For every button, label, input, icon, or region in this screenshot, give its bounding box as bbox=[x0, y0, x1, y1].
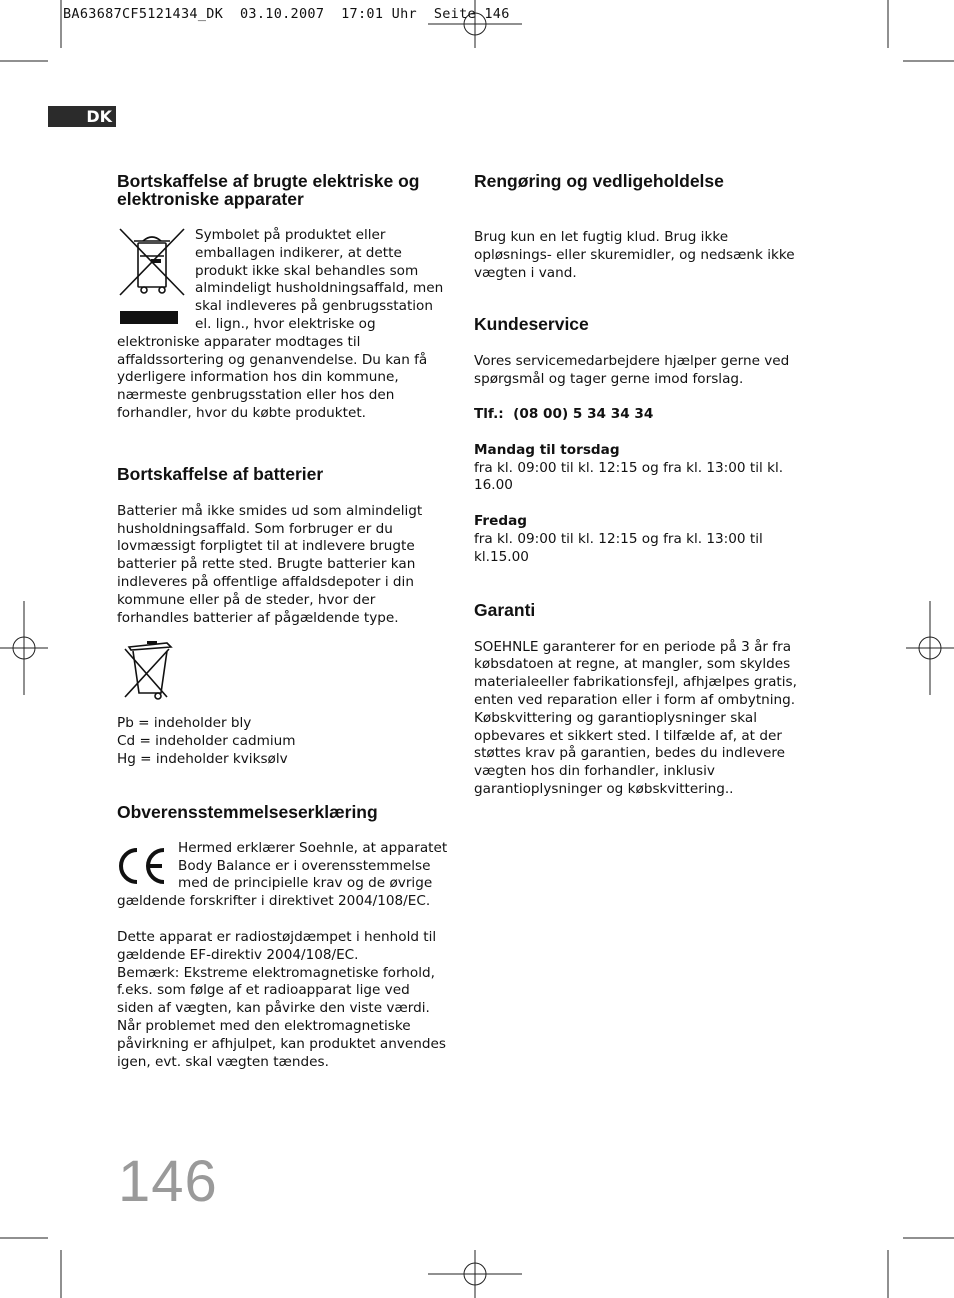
weee-section bbox=[117, 172, 449, 423]
weekdays-hours: fra kl. 09:00 til kl. 12:15 og fra kl. 13:00 til kl. 16.00 bbox=[474, 459, 784, 494]
legend-item: Hg = indeholder kviksølv bbox=[117, 750, 288, 767]
batteries-text: Batterier må ikke smides ud som almindeligt husholdningsaffald. Som forbruger er du lovmæssigt forpligtet til at indlevere brugte batterier på rette sted. Brugte batterier kan indleveres på offentlige affaldsdepoter i din kommune eller på de steder, hvor der forhandles batterier af pågældende type. bbox=[117, 502, 423, 626]
language-tab: DK bbox=[48, 106, 116, 127]
friday-hours: fra kl. 09:00 til kl. 12:15 og fra kl. 13:00 til kl.15.00 bbox=[474, 530, 763, 565]
conformity-heading: Obverensstemmelseserklæring bbox=[117, 801, 378, 822]
conformity-section bbox=[117, 803, 449, 1072]
emc-note-text: Bemærk: Ekstreme elektromagnetiske forhold, f.eks. som følge af et radioapparat lige ved siden af vægten, kan påvirke den viste værdi. Når problemet med den elektromagnetiske påvirkning er afhjulpet, kan produktet anvendes igen, evt. skal vægten tændes. bbox=[117, 964, 446, 1070]
weekdays-label: Mandag til torsdag bbox=[474, 441, 620, 458]
friday-label: Fredag bbox=[474, 513, 527, 530]
conformity-text: Hermed erklærer Soehnle, at apparatet Body Balance er i overensstemmelse med de principielle krav og de øvrige gældende forskrifter i direktivet 2004/108/EC. bbox=[117, 839, 448, 910]
warranty-text: SOEHNLE garanterer for en periode på 3 år fra købsdatoen at regne, at mangler, som skyldes materialeeller fabrikationsfejl, afhjælpes gratis, enten ved reparation eller i form af ombytning. Købskvittering og garantioplysninger skal opbevares et sikkert sted. I tilfælde af, at der støttes krav på garantien, bedes du indlevere vægten hos din forhandler, inklusiv garantioplysninger og købskvittering.. bbox=[474, 638, 797, 797]
left-column bbox=[117, 172, 449, 1071]
legend-item: Cd = indeholder cadmium bbox=[117, 733, 296, 750]
weee-heading: Bortskaffelse af brugte elektriske og elektroniske apparater bbox=[117, 171, 420, 209]
cleaning-text: Brug kun en let fugtig klud. Brug ikke opløsnings- eller skuremidler, og nedsænk ikke vægten i vand. bbox=[474, 229, 795, 281]
warranty-section bbox=[474, 601, 806, 799]
print-slug: BA63687CF5121434_DK 03.10.2007 17:01 Uhr Seite 146 bbox=[63, 6, 510, 22]
battery-bin-icon bbox=[117, 637, 449, 705]
ce-mark-icon bbox=[117, 840, 178, 892]
right-column bbox=[474, 172, 806, 799]
crossed-out-wheelie-bin-icon bbox=[117, 227, 193, 327]
warranty-heading: Garanti bbox=[474, 599, 536, 620]
service-text: Vores servicemedarbejdere hjælper gerne ved spørgsmål og tager gerne imod forslag. bbox=[474, 353, 790, 388]
page-number: 146 bbox=[118, 1149, 218, 1214]
cleaning-section bbox=[474, 172, 806, 282]
heavy-metals-legend bbox=[117, 715, 449, 768]
batteries-heading: Bortskaffelse af batterier bbox=[117, 463, 324, 484]
legend-item: Pb = indeholder bly bbox=[117, 715, 252, 732]
service-phone: Tlf.: (08 00) 5 34 34 34 bbox=[474, 405, 654, 422]
radio-interference-text: Dette apparat er radiostøjdæmpet i henhold til gældende EF-direktiv 2004/108/EC. bbox=[117, 928, 437, 963]
service-section bbox=[474, 315, 806, 566]
service-heading: Kundeservice bbox=[474, 314, 589, 335]
batteries-section bbox=[117, 465, 449, 769]
weee-text: Symbolet på produktet eller emballagen indikerer, at dette produkt ikke skal behandles som almindeligt husholdningsaffald, men skal indleveres på genbrugsstation el. lign., hvor elektriske og elektroniske apparater modtages til affaldssortering og genanvendelse. Du kan få yderligere information hos din kommune, nærmeste genbrugsstation eller hos den forhandler, hvor du købte produktet. bbox=[117, 227, 444, 421]
cleaning-heading: Rengøring og vedligeholdelse bbox=[474, 171, 724, 191]
